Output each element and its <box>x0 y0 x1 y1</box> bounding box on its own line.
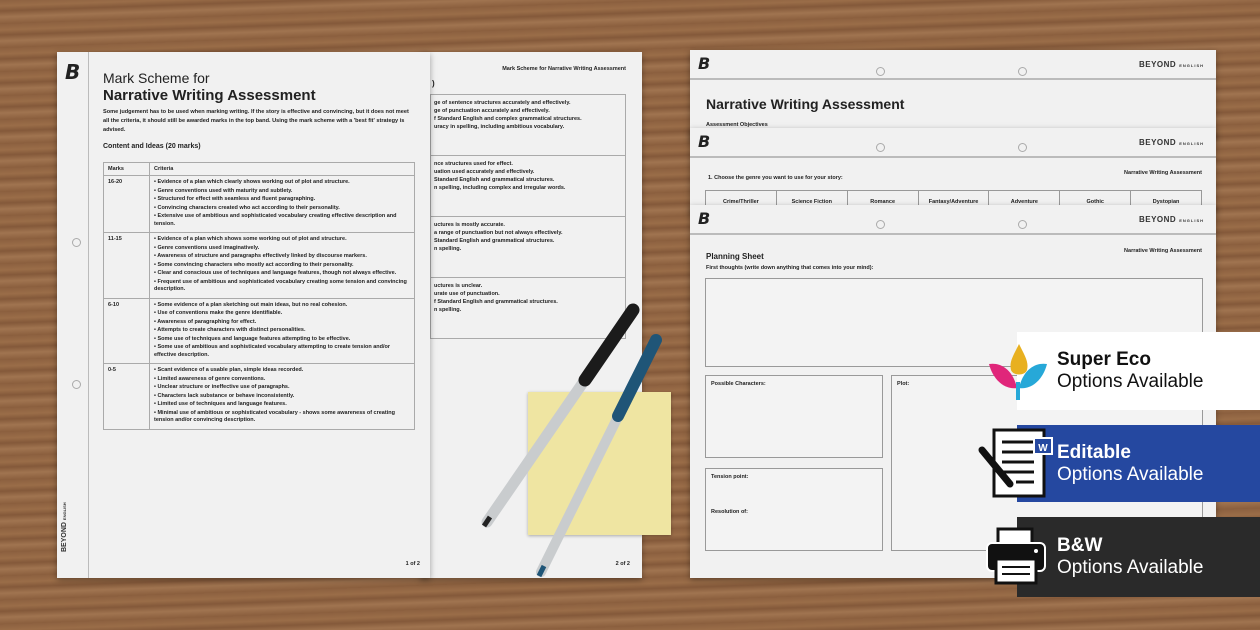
criterion: • Scant evidence of a usable plan, simple ideas recorded. <box>154 367 410 375</box>
criterion: • Attempts to create characters with distinct personalities. <box>154 327 410 335</box>
criterion: • Evidence of a plan which shows some working out of plot and structure. <box>154 236 410 244</box>
plot-label: Plot: <box>897 381 910 387</box>
criterion: • Unclear structure or ineffective use of paragraphs. <box>154 384 410 392</box>
section-heading: Content and Ideas (20 marks) <box>103 143 201 150</box>
genre-option[interactable]: Romance <box>847 191 918 209</box>
col-marks: Marks <box>104 163 150 176</box>
criterion: • Some use of techniques and language features attempting to be effective. <box>154 336 410 344</box>
criterion: • Limited awareness of genre conventions. <box>154 376 410 384</box>
badge-subtitle: Options Available <box>1057 557 1204 578</box>
printer-icon <box>984 527 1048 587</box>
objectives-heading: Assessment Objectives <box>706 122 768 128</box>
criterion: uracy in spelling, including ambitious vocabulary. <box>434 124 565 130</box>
badge-subtitle: Options Available <box>1057 463 1204 485</box>
criterion: • Some evidence of a plan sketching out main ideas, but no real cohesion. <box>154 302 410 310</box>
bw-badge <box>1017 517 1260 597</box>
assessment-sheet <box>690 50 1216 140</box>
beyond-logo: B <box>698 54 711 73</box>
criterion: n spelling. <box>434 307 462 313</box>
genre-option[interactable]: Fantasy/Adventure <box>918 191 989 209</box>
criterion: • Genre conventions used with maturity and subtlety. <box>154 188 410 196</box>
criterion: • Awareness of structure and paragraphs effectively linked by discourse markers. <box>154 253 410 261</box>
intro-text: Some judgement has to be used when marking writing. If the story is effective and convincing, but it does not meet all the criteria, it should still be awarded marks in the top band. Using the mark scheme with a 'best fit' strategy is advised. <box>103 109 409 133</box>
criterion: Standard English and grammatical structures. <box>434 177 555 183</box>
criterion: n spelling. <box>434 246 462 252</box>
brand-name: BEYOND ENGLISH <box>1138 138 1204 147</box>
criterion: nce structures used for effect. <box>434 161 513 167</box>
criterion: • Limited use of techniques and language features. <box>154 401 410 409</box>
criterion: f Standard English and grammatical structures. <box>434 299 558 305</box>
black-pen <box>484 310 633 526</box>
title-line1: Mark Scheme for <box>103 70 210 86</box>
marks-cell: 16-20 <box>104 176 150 233</box>
brand-name: BEYOND ENGLISH <box>1138 215 1204 224</box>
criterion: f Standard English and complex grammatical structures. <box>434 116 582 122</box>
super-eco-badge <box>1017 332 1260 410</box>
criterion: uation used accurately and effectively. <box>434 169 535 175</box>
criterion: • Use of conventions make the genre identifiable. <box>154 310 410 318</box>
criterion: • Evidence of a plan which clearly shows working out of plot and structure. <box>154 179 410 187</box>
resolution-label: Resolution of: <box>711 509 748 515</box>
criterion: • Minimal use of ambitious or sophisticated vocabulary - shows some awareness of creating tension and/or convincing description. <box>154 410 410 425</box>
punch-hole <box>1018 143 1027 152</box>
page-number: 1 of 2 <box>405 561 420 567</box>
page-title: Narrative Writing Assessment <box>103 87 316 104</box>
col-criteria: Criteria <box>150 163 415 176</box>
sheet-header: Narrative Writing Assessment <box>1124 170 1202 176</box>
section-end: ) <box>432 79 435 88</box>
punch-hole <box>876 67 885 76</box>
word-letter: W <box>1038 443 1048 454</box>
beyond-logo: B <box>698 209 711 228</box>
punch-hole <box>876 220 885 229</box>
criterion: Standard English and grammatical structures. <box>434 238 555 244</box>
criterion: • Some use of ambitious and sophisticated vocabulary attempting to create tension and/or effective description. <box>154 344 410 359</box>
genre-question: 1. Choose the genre you want to use for your story: <box>708 175 843 181</box>
tension-label: Tension point: <box>711 474 749 480</box>
blue-pen <box>539 340 656 576</box>
badge-title: B&W <box>1057 535 1103 556</box>
characters-label: Possible Characters: <box>711 381 766 387</box>
criterion: • Characters lack substance or behave inconsistently. <box>154 393 410 401</box>
sheet-header: Narrative Writing Assessment <box>1124 248 1202 254</box>
beyond-logo: B <box>698 132 711 151</box>
genre-sheet <box>690 128 1216 213</box>
criterion: • Clear and conscious use of techniques and language features, though not always effective. <box>154 270 410 278</box>
genre-option[interactable]: Adventure <box>988 191 1059 209</box>
genre-option[interactable]: Crime/Thriller <box>723 199 759 205</box>
criterion: • Frequent use of ambitious and sophisticated vocabulary creating some tension and convincing description. <box>154 279 410 294</box>
badge-title: Editable <box>1057 441 1131 463</box>
eco-ink-drops-icon <box>985 338 1051 404</box>
beyond-logo: B <box>65 60 81 84</box>
planning-title: Planning Sheet <box>706 252 764 261</box>
editable-document-icon <box>976 428 1056 500</box>
criterion: ge of sentence structures accurately and effectively. <box>434 100 571 106</box>
marks-cell: 11-15 <box>104 233 150 299</box>
punch-hole <box>876 143 885 152</box>
page-header: Mark Scheme for Narrative Writing Assessment <box>502 66 626 72</box>
marks-cell: 0-5 <box>104 364 150 430</box>
genre-option[interactable]: Gothic <box>1059 191 1130 209</box>
punch-hole <box>1018 220 1027 229</box>
page-number: 2 of 2 <box>615 561 630 567</box>
criterion: • Some convincing characters who mostly act according to their personality. <box>154 262 410 270</box>
genre-option[interactable]: Dystopian <box>1130 191 1201 209</box>
criterion: uctures is unclear. <box>434 283 483 289</box>
first-thoughts-label: First thoughts (write down anything that comes into your mind): <box>706 265 874 271</box>
badge-subtitle: Options Available <box>1057 371 1204 392</box>
criterion: a range of punctuation but not always effectively. <box>434 230 563 236</box>
tension-box[interactable] <box>705 468 883 551</box>
marks-cell: 6-10 <box>104 298 150 364</box>
punch-hole <box>1018 67 1027 76</box>
criterion: • Convincing characters created who act according to their personality. <box>154 205 410 213</box>
criterion: uctures is mostly accurate. <box>434 222 505 228</box>
genre-option[interactable]: Science Fiction <box>776 191 847 209</box>
assessment-title: Narrative Writing Assessment <box>706 96 905 112</box>
badge-title: Super Eco <box>1057 349 1151 370</box>
criterion: • Genre conventions used imaginatively. <box>154 245 410 253</box>
brand-name: BEYOND <box>61 522 68 552</box>
brand-sub: ENGLISH <box>62 502 67 521</box>
criterion: • Awareness of paragraphing for effect. <box>154 319 410 327</box>
criterion: ge of punctuation accurately and effectively. <box>434 108 550 114</box>
criterion: urate use of punctuation. <box>434 291 500 297</box>
criterion: • Extensive use of ambitious and sophisticated vocabulary creating effective description and tension. <box>154 213 410 228</box>
criterion: n spelling, including complex and irregular words. <box>434 185 566 191</box>
criterion: • Structured for effect with seamless and fluent paragraphing. <box>154 196 410 204</box>
brand-name: BEYOND ENGLISH <box>1138 60 1204 69</box>
characters-box[interactable] <box>705 375 883 458</box>
